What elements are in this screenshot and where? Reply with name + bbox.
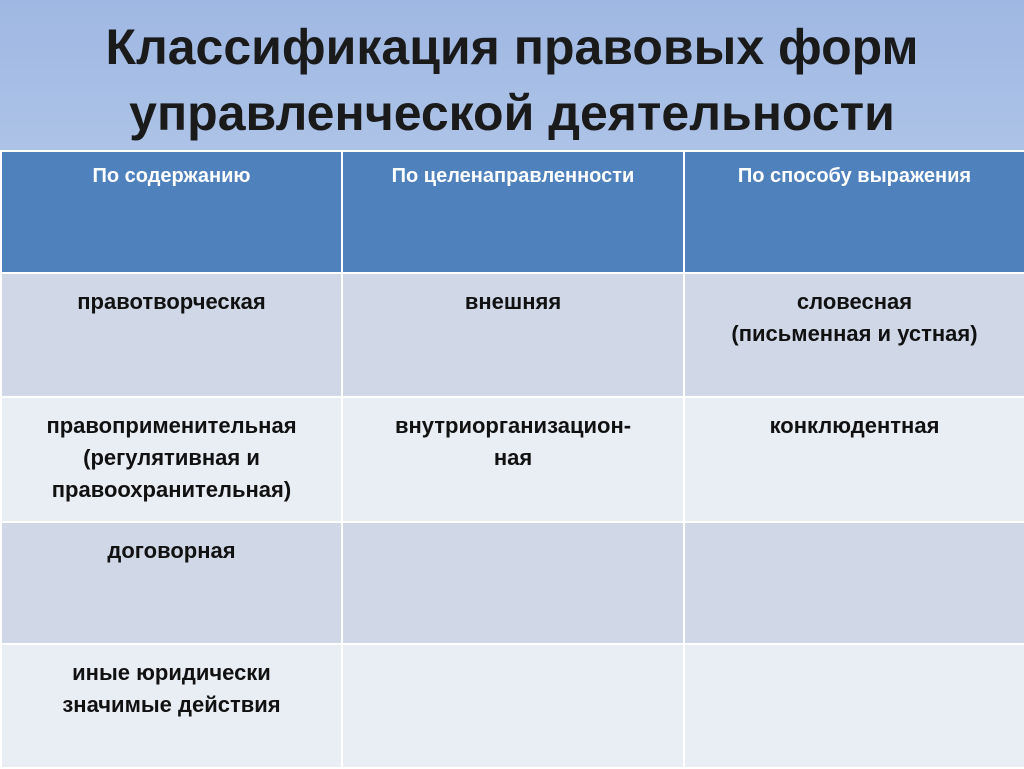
cell-line: (письменная и устная) [731, 321, 978, 346]
slide-title-line-2: управленческой деятельности [129, 85, 895, 141]
cell-line: словесная [796, 289, 913, 314]
table-cell [1, 522, 342, 644]
cell-line: правоприменительная [46, 413, 297, 438]
table-cell-empty [684, 522, 1024, 644]
table-cell [1, 273, 342, 397]
table-cell [1, 644, 342, 768]
cell-line: ная [493, 445, 533, 470]
table-cell [684, 273, 1024, 397]
cell-line: значимые действия [62, 692, 281, 717]
cell-line: договорная [107, 538, 236, 563]
cell-line: внутриорганизацион- [394, 413, 632, 438]
header-by-expression: По способу выражения [684, 151, 1024, 273]
table-cell-empty [684, 644, 1024, 768]
table-cell [684, 397, 1024, 522]
cell-line: иные юридически [72, 660, 271, 685]
table-row [1, 522, 1024, 644]
classification-table [0, 150, 1024, 769]
slide-title [0, 14, 1024, 146]
table-cell [1, 397, 342, 522]
cell-line: (регулятивная и [83, 445, 260, 470]
table-cell-empty [342, 644, 684, 768]
table-row [1, 644, 1024, 768]
cell-line: правоохранительная) [51, 477, 292, 502]
cell-line: правотворческая [77, 289, 266, 314]
table-cell [342, 273, 684, 397]
header-by-purpose: По целенаправленности [342, 151, 684, 273]
header-by-content: По содержанию [1, 151, 342, 273]
table-cell-empty [342, 522, 684, 644]
table-header-row [1, 151, 1024, 273]
cell-line: внешняя [464, 289, 562, 314]
table-row [1, 273, 1024, 397]
table-row [1, 397, 1024, 522]
table-cell [342, 397, 684, 522]
slide-title-line-1: Классификация правовых форм [105, 19, 919, 75]
cell-line: конклюдентная [769, 413, 940, 438]
